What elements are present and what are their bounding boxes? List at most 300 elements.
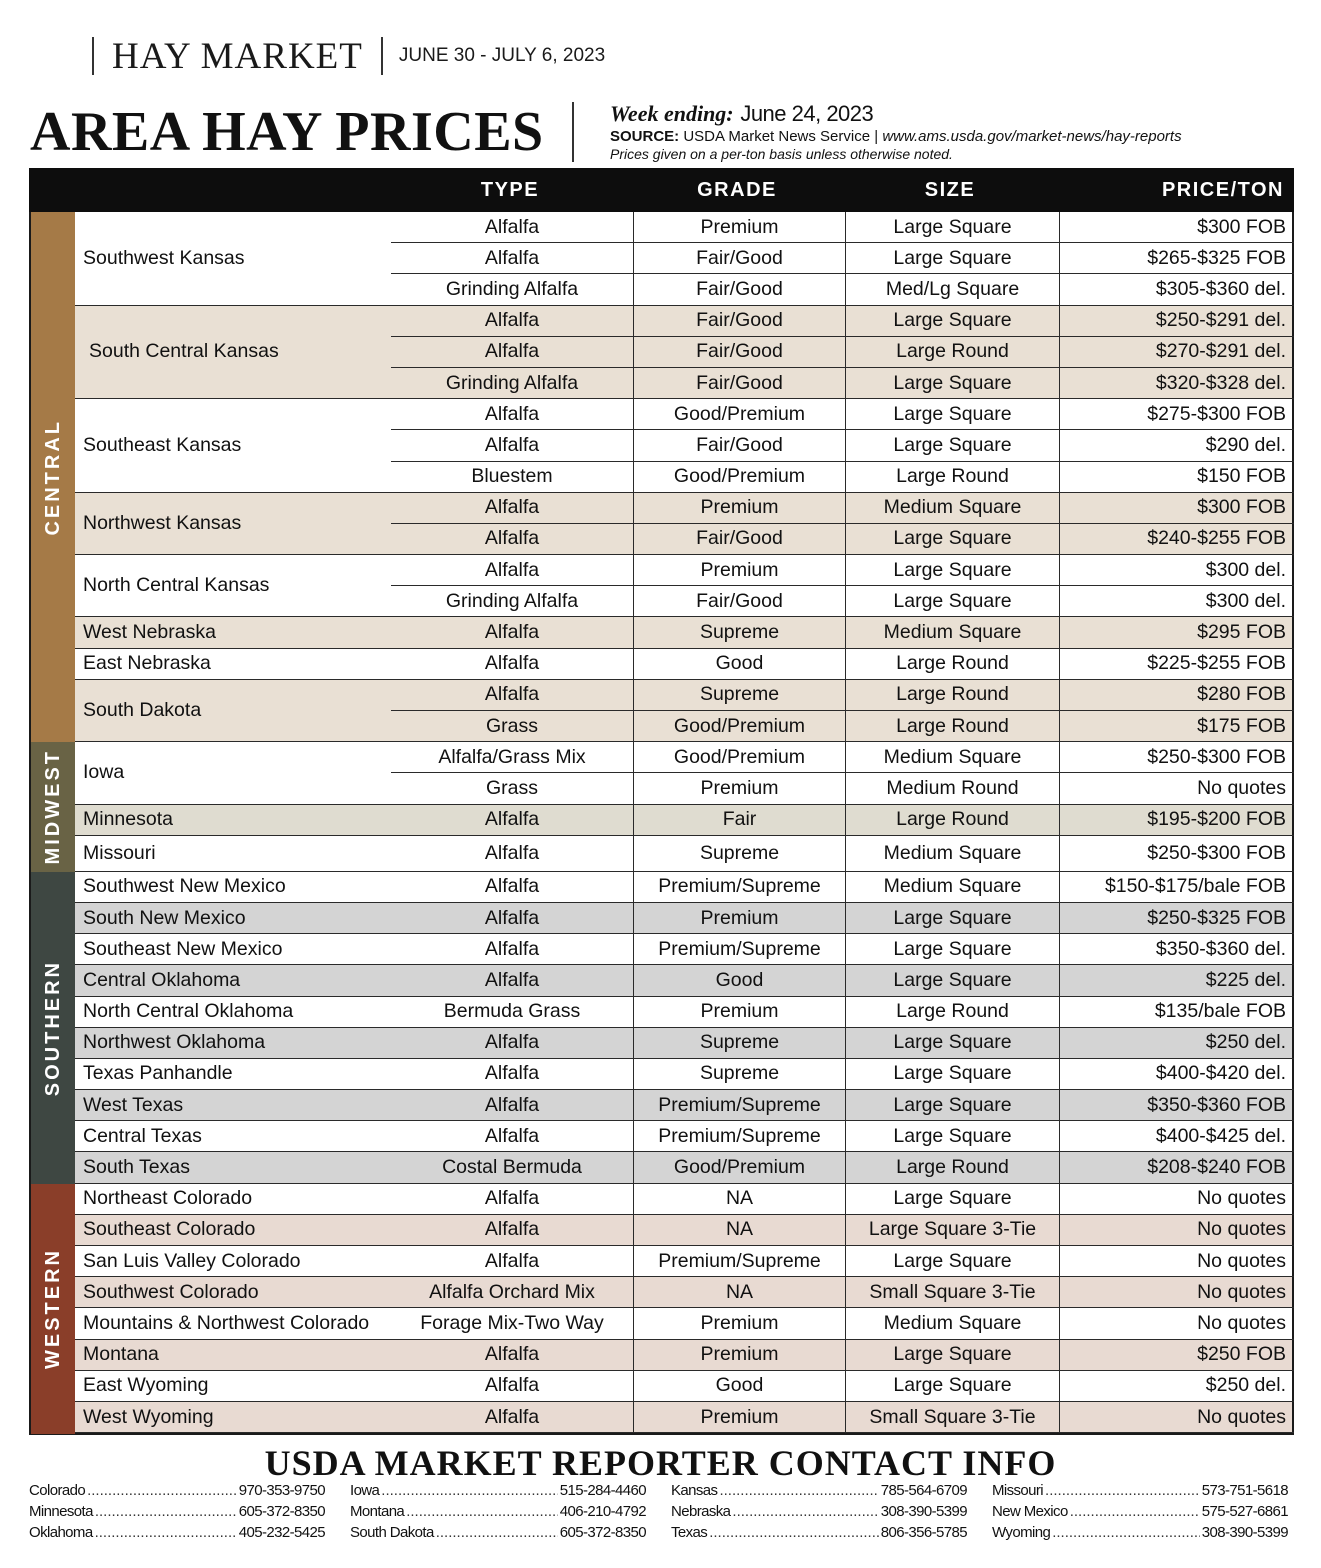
size-cell: Large Square: [845, 965, 1059, 996]
leader-dots: [95, 1503, 237, 1520]
location-group: [75, 836, 1292, 872]
grade-cell: NA: [633, 1277, 845, 1308]
grade-cell: Fair/Good: [633, 306, 845, 337]
leader-dots: [95, 1524, 237, 1541]
table-row: [391, 649, 1294, 680]
type-cell: Grass: [391, 711, 633, 742]
contact-entry: [671, 1480, 967, 1501]
grade-cell: Premium/Supreme: [633, 934, 845, 965]
grade-cell: Premium: [633, 1402, 845, 1433]
contact-entry: [350, 1501, 646, 1522]
price-cell: No quotes: [1059, 1215, 1294, 1246]
price-cell: No quotes: [1059, 1308, 1294, 1339]
location-group: [75, 1059, 1292, 1090]
table-row: [391, 1152, 1294, 1183]
table-row: [391, 934, 1294, 965]
table-row: [391, 1121, 1294, 1152]
price-cell: $150 FOB: [1059, 462, 1294, 493]
location-group: [75, 872, 1292, 903]
contact-phone[interactable]: 573-751-5618: [1201, 1482, 1288, 1499]
location-name: Southeast New Mexico: [75, 934, 391, 965]
contact-phone[interactable]: 406-210-4792: [559, 1503, 646, 1520]
type-cell: Alfalfa: [391, 1059, 633, 1090]
type-cell: Alfalfa: [391, 1371, 633, 1402]
contact-entry: [671, 1501, 967, 1522]
type-cell: Alfalfa: [391, 617, 633, 648]
size-cell: Large Square: [845, 934, 1059, 965]
location-group: [75, 1308, 1292, 1339]
location-group: [75, 617, 1292, 648]
type-cell: Alfalfa: [391, 1402, 633, 1433]
location-name: Mountains & Northwest Colorado: [75, 1308, 391, 1339]
location-group: [75, 1152, 1292, 1183]
size-cell: Small Square 3-Tie: [845, 1277, 1059, 1308]
type-cell: Alfalfa: [391, 965, 633, 996]
location-rows: [391, 1028, 1294, 1059]
region-band-southern: [31, 872, 75, 1184]
size-cell: Large Square: [845, 524, 1059, 555]
price-cell: $265-$325 FOB: [1059, 243, 1294, 274]
table-row: [391, 1340, 1294, 1371]
grade-cell: NA: [633, 1215, 845, 1246]
contact-phone[interactable]: 605-372-8350: [238, 1503, 325, 1520]
column-header-price: PRICE/TON: [1161, 178, 1284, 201]
location-group: [75, 1277, 1292, 1308]
region-band-western: [31, 1184, 75, 1434]
location-rows: [391, 1371, 1294, 1402]
table-row: [391, 555, 1294, 586]
location-rows: [391, 965, 1294, 996]
table-row: [391, 903, 1294, 934]
size-cell: Large Square: [845, 430, 1059, 461]
location-rows: [391, 1215, 1294, 1246]
location-rows: [391, 1340, 1294, 1371]
size-cell: Medium Square: [845, 617, 1059, 648]
location-rows: [391, 742, 1294, 804]
size-cell: Large Round: [845, 997, 1059, 1028]
size-cell: Large Square: [845, 586, 1059, 617]
price-cell: $350-$360 del.: [1059, 934, 1294, 965]
price-cell: $250-$300 FOB: [1059, 742, 1294, 773]
location-rows: [391, 1121, 1294, 1152]
contact-phone[interactable]: 515-284-4460: [559, 1482, 646, 1499]
type-cell: Alfalfa: [391, 524, 633, 555]
table-row: [391, 274, 1294, 305]
table-row: [391, 462, 1294, 493]
location-rows: [391, 1277, 1294, 1308]
location-rows: [391, 399, 1294, 493]
size-cell: Large Square: [845, 1121, 1059, 1152]
price-cell: $270-$291 del.: [1059, 337, 1294, 368]
grade-cell: Fair/Good: [633, 430, 845, 461]
column-header-type: TYPE: [480, 178, 540, 201]
table-row: [391, 243, 1294, 274]
location-group: [75, 934, 1292, 965]
type-cell: Alfalfa: [391, 493, 633, 524]
size-cell: Large Square: [845, 1090, 1059, 1121]
grade-cell: Premium/Supreme: [633, 1121, 845, 1152]
location-rows: [391, 306, 1294, 400]
column-header-grade: GRADE: [697, 178, 777, 201]
grade-cell: Good: [633, 1371, 845, 1402]
table-row: [391, 872, 1294, 903]
location-name: Montana: [75, 1340, 391, 1371]
source-url[interactable]: www.ams.usda.gov/market-news/hay-reports: [882, 128, 1182, 145]
region-label: CENTRAL: [41, 418, 64, 536]
size-cell: Large Round: [845, 680, 1059, 711]
type-cell: Grass: [391, 773, 633, 804]
contact-state: Kansas: [671, 1482, 718, 1499]
type-cell: Alfalfa: [391, 649, 633, 680]
grade-cell: Premium: [633, 555, 845, 586]
type-cell: Alfalfa: [391, 680, 633, 711]
table-row: [391, 1402, 1294, 1433]
price-cell: No quotes: [1059, 1277, 1294, 1308]
type-cell: Alfalfa: [391, 243, 633, 274]
location-name: San Luis Valley Colorado: [75, 1246, 391, 1277]
size-cell: Large Square: [845, 1371, 1059, 1402]
size-cell: Large Square: [845, 903, 1059, 934]
price-cell: $300 del.: [1059, 555, 1294, 586]
table-row: [391, 805, 1294, 836]
type-cell: Bermuda Grass: [391, 997, 633, 1028]
location-rows: [391, 212, 1294, 306]
location-group: [75, 965, 1292, 996]
page-header: [92, 36, 605, 76]
location-rows: [391, 1246, 1294, 1277]
price-cell: No quotes: [1059, 1184, 1294, 1215]
contact-phone[interactable]: 605-372-8350: [559, 1524, 646, 1541]
size-cell: Medium Square: [845, 493, 1059, 524]
location-group: [75, 1246, 1292, 1277]
type-cell: Alfalfa: [391, 872, 633, 903]
size-cell: Small Square 3-Tie: [845, 1402, 1059, 1433]
region-band-midwest: [31, 742, 75, 872]
location-group: [75, 805, 1292, 836]
price-cell: $295 FOB: [1059, 617, 1294, 648]
grade-cell: Good/Premium: [633, 711, 845, 742]
price-cell: $280 FOB: [1059, 680, 1294, 711]
location-group: [75, 1340, 1292, 1371]
price-cell: No quotes: [1059, 1246, 1294, 1277]
size-cell: Large Round: [845, 462, 1059, 493]
size-cell: Med/Lg Square: [845, 274, 1059, 305]
contact-phone[interactable]: 405-232-5425: [238, 1524, 325, 1541]
price-cell: $290 del.: [1059, 430, 1294, 461]
contact-phone[interactable]: 806-356-5785: [880, 1524, 967, 1541]
price-cell: $250-$291 del.: [1059, 306, 1294, 337]
type-cell: Alfalfa: [391, 306, 633, 337]
type-cell: Alfalfa: [391, 337, 633, 368]
price-cell: $250 del.: [1059, 1371, 1294, 1402]
price-cell: $400-$420 del.: [1059, 1059, 1294, 1090]
source-name: USDA Market News Service: [683, 128, 871, 145]
section-name: HAY MARKET: [112, 35, 363, 77]
location-group: [75, 649, 1292, 680]
table-row: [391, 493, 1294, 524]
type-cell: Alfalfa: [391, 1215, 633, 1246]
location-group: [75, 1371, 1292, 1402]
type-cell: Grinding Alfalfa: [391, 368, 633, 399]
leader-dots: [381, 1482, 557, 1499]
location-name: Northwest Kansas: [75, 493, 391, 555]
location-rows: [391, 617, 1294, 648]
size-cell: Large Square 3-Tie: [845, 1215, 1059, 1246]
table-row: [391, 617, 1294, 648]
grade-cell: Fair/Good: [633, 243, 845, 274]
location-name: South Texas: [75, 1152, 391, 1183]
location-rows: [391, 997, 1294, 1028]
contact-phone[interactable]: 575-527-6861: [1201, 1503, 1288, 1520]
price-cell: $208-$240 FOB: [1059, 1152, 1294, 1183]
location-group: [75, 493, 1292, 555]
week-ending-label: Week ending:: [610, 101, 734, 126]
location-name: South Central Kansas: [75, 306, 391, 400]
price-cell: $225 del.: [1059, 965, 1294, 996]
table-row: [391, 1371, 1294, 1402]
week-ending: [610, 100, 873, 128]
location-rows: [391, 872, 1294, 903]
table-body: [29, 212, 1294, 1435]
price-cell: $300 FOB: [1059, 493, 1294, 524]
location-group: [75, 1184, 1292, 1215]
size-cell: Large Square: [845, 212, 1059, 243]
location-name: Southwest Kansas: [75, 212, 391, 306]
location-rows: [391, 1152, 1294, 1183]
price-cell: $250-$325 FOB: [1059, 903, 1294, 934]
location-group: [75, 1028, 1292, 1059]
contact-state: Colorado: [29, 1482, 86, 1499]
contact-state: South Dakota: [350, 1524, 434, 1541]
type-cell: Forage Mix-Two Way: [391, 1308, 633, 1339]
grade-cell: Premium: [633, 1308, 845, 1339]
contact-state: Wyoming: [992, 1524, 1051, 1541]
price-cell: $195-$200 FOB: [1059, 805, 1294, 836]
source-line: [610, 128, 1182, 145]
location-rows: [391, 1090, 1294, 1121]
contact-entry: [992, 1501, 1288, 1522]
location-name: East Nebraska: [75, 649, 391, 680]
contact-entry: [671, 1522, 967, 1543]
price-cell: $175 FOB: [1059, 711, 1294, 742]
leader-dots: [1045, 1482, 1200, 1499]
table-row: [391, 1090, 1294, 1121]
contact-state: New Mexico: [992, 1503, 1068, 1520]
location-name: Missouri: [75, 836, 391, 872]
location-name: West Nebraska: [75, 617, 391, 648]
grade-cell: Premium: [633, 1340, 845, 1371]
type-cell: Alfalfa: [391, 1340, 633, 1371]
table-row: [391, 368, 1294, 399]
location-name: North Central Kansas: [75, 555, 391, 617]
hay-prices-table: [29, 168, 1294, 1435]
price-cell: No quotes: [1059, 773, 1294, 804]
size-cell: Medium Square: [845, 742, 1059, 773]
table-row: [391, 1028, 1294, 1059]
type-cell: Alfalfa: [391, 399, 633, 430]
leader-dots: [436, 1524, 558, 1541]
type-cell: Alfalfa: [391, 903, 633, 934]
price-cell: $250 FOB: [1059, 1340, 1294, 1371]
leader-dots: [709, 1524, 879, 1541]
contact-phone[interactable]: 785-564-6709: [880, 1482, 967, 1499]
grade-cell: Premium: [633, 997, 845, 1028]
size-cell: Large Square: [845, 243, 1059, 274]
type-cell: Alfalfa: [391, 805, 633, 836]
column-header-size: SIZE: [924, 178, 976, 201]
contact-list: [29, 1480, 1291, 1543]
leader-dots: [719, 1482, 878, 1499]
title-divider: [572, 102, 574, 162]
price-cell: $225-$255 FOB: [1059, 649, 1294, 680]
region-label: MIDWEST: [41, 749, 64, 865]
grade-cell: Supreme: [633, 617, 845, 648]
table-row: [391, 997, 1294, 1028]
table-row: [391, 965, 1294, 996]
table-row: [391, 212, 1294, 243]
source-separator: |: [874, 128, 883, 145]
location-name: South New Mexico: [75, 903, 391, 934]
table-row: [391, 524, 1294, 555]
location-name: Southeast Kansas: [75, 399, 391, 493]
location-group: [75, 742, 1292, 804]
price-cell: $240-$255 FOB: [1059, 524, 1294, 555]
location-rows: [391, 1184, 1294, 1215]
table-row: [391, 399, 1294, 430]
grade-cell: Premium: [633, 903, 845, 934]
type-cell: Alfalfa: [391, 1184, 633, 1215]
location-name: Iowa: [75, 742, 391, 804]
price-cell: $275-$300 FOB: [1059, 399, 1294, 430]
type-cell: Alfalfa: [391, 1090, 633, 1121]
location-rows: [391, 934, 1294, 965]
location-rows: [391, 680, 1294, 742]
size-cell: Large Round: [845, 337, 1059, 368]
table-row: [391, 1308, 1294, 1339]
price-cell: $350-$360 FOB: [1059, 1090, 1294, 1121]
type-cell: Alfalfa: [391, 836, 633, 872]
type-cell: Alfalfa/Grass Mix: [391, 742, 633, 773]
leader-dots: [406, 1503, 558, 1520]
grade-cell: Fair: [633, 805, 845, 836]
size-cell: Large Square: [845, 1059, 1059, 1090]
source-label: SOURCE:: [610, 128, 680, 145]
grade-cell: Good: [633, 649, 845, 680]
title-block: [30, 100, 1294, 164]
type-cell: Grinding Alfalfa: [391, 586, 633, 617]
grade-cell: Fair/Good: [633, 586, 845, 617]
location-rows: [391, 805, 1294, 836]
location-name: Minnesota: [75, 805, 391, 836]
contact-phone[interactable]: 308-390-5399: [1201, 1524, 1288, 1541]
location-rows: [391, 836, 1294, 872]
table-row: [391, 1277, 1294, 1308]
type-cell: Alfalfa Orchard Mix: [391, 1277, 633, 1308]
size-cell: Large Round: [845, 649, 1059, 680]
contact-entry: [992, 1522, 1288, 1543]
size-cell: Large Round: [845, 1152, 1059, 1183]
contact-entry: [29, 1480, 325, 1501]
location-rows: [391, 493, 1294, 555]
location-rows: [391, 903, 1294, 934]
location-rows: [391, 649, 1294, 680]
size-cell: Medium Round: [845, 773, 1059, 804]
table-row: [391, 773, 1294, 804]
location-name: West Wyoming: [75, 1402, 391, 1433]
location-name: Southwest Colorado: [75, 1277, 391, 1308]
table-row: [391, 430, 1294, 461]
contact-phone[interactable]: 970-353-9750: [238, 1482, 325, 1499]
location-name: Northeast Colorado: [75, 1184, 391, 1215]
location-group: [75, 997, 1292, 1028]
type-cell: Costal Bermuda: [391, 1152, 633, 1183]
region-band-central: [31, 212, 75, 742]
contact-phone[interactable]: 308-390-5399: [880, 1503, 967, 1520]
table-row: [391, 711, 1294, 742]
contact-state: Iowa: [350, 1482, 380, 1499]
location-group: [75, 1215, 1292, 1246]
grade-cell: Fair/Good: [633, 524, 845, 555]
table-row: [391, 306, 1294, 337]
contact-state: Missouri: [992, 1482, 1044, 1499]
price-cell: $400-$425 del.: [1059, 1121, 1294, 1152]
size-cell: Large Square: [845, 1340, 1059, 1371]
contact-title: USDA MARKET REPORTER CONTACT INFO: [264, 1443, 1057, 1483]
table-row: [391, 1059, 1294, 1090]
table-row: [391, 742, 1294, 773]
grade-cell: Fair/Good: [633, 274, 845, 305]
page-title: AREA HAY PRICES: [30, 101, 544, 163]
table-row: [391, 836, 1294, 872]
leader-dots: [1052, 1524, 1200, 1541]
contact-state: Minnesota: [29, 1503, 93, 1520]
contact-entry: [350, 1480, 646, 1501]
size-cell: Large Square: [845, 1028, 1059, 1059]
table-header: [29, 168, 1294, 212]
location-name: Southeast Colorado: [75, 1215, 391, 1246]
grade-cell: Premium/Supreme: [633, 1246, 845, 1277]
size-cell: Large Square: [845, 1246, 1059, 1277]
price-cell: $300 FOB: [1059, 212, 1294, 243]
price-cell: $250 del.: [1059, 1028, 1294, 1059]
location-rows: [391, 1059, 1294, 1090]
location-name: East Wyoming: [75, 1371, 391, 1402]
grade-cell: Premium/Supreme: [633, 1090, 845, 1121]
grade-cell: NA: [633, 1184, 845, 1215]
type-cell: Alfalfa: [391, 212, 633, 243]
location-group: [75, 555, 1292, 617]
price-cell: $300 del.: [1059, 586, 1294, 617]
contact-state: Oklahoma: [29, 1524, 93, 1541]
table-row: [391, 1246, 1294, 1277]
grade-cell: Premium: [633, 773, 845, 804]
type-cell: Bluestem: [391, 462, 633, 493]
location-group: [75, 680, 1292, 742]
location-name: Texas Panhandle: [75, 1059, 391, 1090]
type-cell: Grinding Alfalfa: [391, 274, 633, 305]
table-rows: [75, 212, 1292, 1433]
grade-cell: Premium/Supreme: [633, 872, 845, 903]
price-cell: No quotes: [1059, 1402, 1294, 1433]
grade-cell: Supreme: [633, 1059, 845, 1090]
location-group: [75, 1402, 1292, 1433]
location-group: [75, 1090, 1292, 1121]
grade-cell: Good/Premium: [633, 462, 845, 493]
location-rows: [391, 555, 1294, 617]
size-cell: Medium Square: [845, 1308, 1059, 1339]
price-cell: $250-$300 FOB: [1059, 836, 1294, 872]
type-cell: Alfalfa: [391, 1246, 633, 1277]
